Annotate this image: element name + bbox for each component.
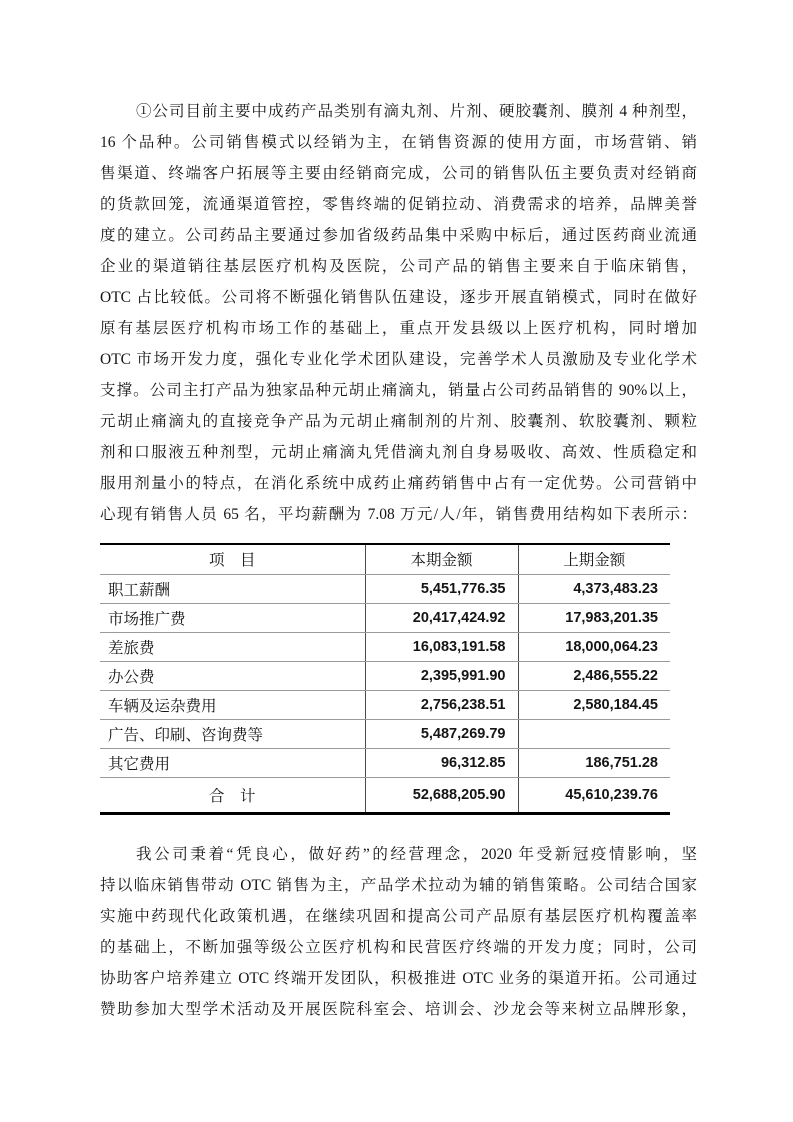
- cell-current: 96,312.85: [365, 748, 518, 777]
- cell-prior: 4,373,483.23: [518, 574, 670, 603]
- paragraph-operating-philosophy: [100, 839, 697, 1025]
- cell-current: 20,417,424.92: [365, 603, 518, 632]
- sales-expense-table: [100, 543, 670, 815]
- table-row: [100, 603, 670, 632]
- paragraph-line: 元胡止痛滴丸的直接竞争产品为元胡止痛制剂的片剂、胶囊剂、软胶囊剂、颗粒: [100, 413, 697, 430]
- table-row: [100, 632, 670, 661]
- cell-current: 2,756,238.51: [365, 690, 518, 719]
- header-current-amount: 本期金额: [365, 544, 518, 574]
- paragraph-company-sales-overview: [100, 96, 697, 530]
- cell-item: 其它费用: [100, 748, 365, 777]
- paragraph-line: 心现有销售人员 65 名，平均薪酬为 7.08 万元/人/年，销售费用结构如下表所示：: [100, 506, 697, 523]
- cell-item: 差旅费: [100, 632, 365, 661]
- cell-item: 车辆及运杂费用: [100, 690, 365, 719]
- cell-item: 职工薪酬: [100, 574, 365, 603]
- paragraph-line: 剂和口服液五种剂型，元胡止痛滴丸凭借滴丸剂自身易吸收、高效、性质稳定和: [100, 444, 697, 461]
- header-prior-amount: 上期金额: [518, 544, 670, 574]
- paragraph-line: 服用剂量小的特点，在消化系统中成药止痛药销售中占有一定优势。公司营销中: [100, 475, 697, 492]
- table-header-row: [100, 544, 670, 574]
- table-row: [100, 574, 670, 603]
- table-row: [100, 719, 670, 748]
- paragraph-line: OTC 占比较低。公司将不断强化销售队伍建设，逐步开展直销模式，同时在做好: [100, 289, 697, 306]
- paragraph-line: 售渠道、终端客户拓展等主要由经销商完成，公司的销售队伍主要负责对经销商: [100, 165, 697, 182]
- paragraph-line: 赞助参加大型学术活动及开展医院科室会、培训会、沙龙会等来树立品牌形象，: [100, 1000, 697, 1018]
- paragraph-line: ①公司目前主要中成药产品类别有滴丸剂、片剂、硬胶囊剂、膜剂 4 种剂型，: [136, 103, 697, 120]
- cell-prior: [518, 719, 670, 748]
- paragraph-line: 支撑。公司主打产品为独家品种元胡止痛滴丸，销量占公司药品销售的 90%以上，: [100, 382, 697, 399]
- cell-prior: 18,000,064.23: [518, 632, 670, 661]
- cell-item: 合 计: [208, 787, 256, 805]
- paragraph-line: 实施中药现代化政策机遇，在继续巩固和提高公司产品原有基层医疗机构覆盖率: [100, 907, 697, 925]
- cell-current: 5,451,776.35: [365, 574, 518, 603]
- paragraph-line: 协助客户培养建立 OTC 终端开发团队，积极推进 OTC 业务的渠道开拓。公司通过: [100, 969, 697, 987]
- cell-prior: 2,580,184.45: [518, 690, 670, 719]
- cell-current: 16,083,191.58: [365, 632, 518, 661]
- cell-current: 5,487,269.79: [365, 719, 518, 748]
- cell-item: 市场推广费: [100, 603, 365, 632]
- cell-item: 办公费: [100, 661, 365, 690]
- cell-prior: 17,983,201.35: [518, 603, 670, 632]
- cell-current: 52,688,205.90: [365, 777, 518, 813]
- header-item: 项 目: [100, 544, 365, 574]
- table-row: [100, 690, 670, 719]
- table-row: [100, 661, 670, 690]
- cell-prior: 186,751.28: [518, 748, 670, 777]
- table-body: [100, 574, 670, 813]
- cell-item: 广告、印刷、咨询费等: [100, 719, 365, 748]
- paragraph-line: 持以临床销售带动 OTC 销售为主，产品学术拉动为辅的销售策略。公司结合国家: [100, 876, 697, 894]
- paragraph-line: 的基础上，不断加强等级公立医疗机构和民营医疗终端的开发力度；同时，公司: [100, 938, 697, 956]
- paragraph-line: OTC 市场开发力度，强化专业化学术团队建设，完善学术人员激励及专业化学术: [100, 351, 697, 368]
- cell-prior: 2,486,555.22: [518, 661, 670, 690]
- paragraph-line: 原有基层医疗机构市场工作的基础上，重点开发县级以上医疗机构，同时增加: [100, 320, 697, 337]
- table-total-row: [100, 777, 670, 813]
- paragraph-line: 我公司秉着“凭良心，做好药”的经营理念，2020 年受新冠疫情影响，坚: [136, 845, 697, 863]
- paragraph-line: 的货款回笼，流通渠道管控，零售终端的促销拉动、消费需求的培养，品牌美誉: [100, 196, 697, 213]
- cell-prior: 45,610,239.76: [565, 786, 658, 803]
- paragraph-line: 度的建立。公司药品主要通过参加省级药品集中采购中标后，通过医药商业流通: [100, 227, 697, 244]
- paragraph-line: 16 个品种。公司销售模式以经销为主，在销售资源的使用方面，市场营销、销: [100, 134, 697, 151]
- paragraph-line: 企业的渠道销往基层医疗机构及医院，公司产品的销售主要来自于临床销售，: [100, 258, 697, 275]
- cell-current: 2,395,991.90: [365, 661, 518, 690]
- table-row: [100, 748, 670, 777]
